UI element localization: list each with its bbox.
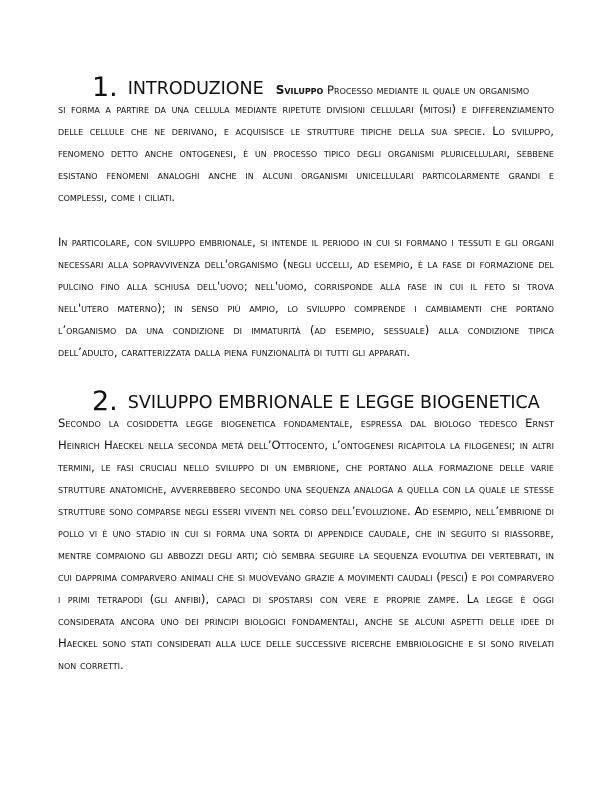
section-1-lead-term: Sviluppo bbox=[275, 83, 324, 97]
section-1-paragraph-2-block bbox=[58, 231, 554, 363]
section-2-title: SVILUPPO EMBRIONALE E LEGGE BIOGENETICA bbox=[127, 393, 540, 413]
section-1-paragraph-1-block bbox=[58, 98, 554, 208]
section-2-paragraph: Secondo la cosiddetta legge biogenetica fondamentale, espressa dal biologo tedesco Ernst Heinrich Haeckel nella seconda metà dell’Ottocento, l’ontogenesi ricapitola la filogenesi; in altri termini, le fasi cruciali nello sviluppo di un embrione, che portano alla formazione delle varie strutture anatomiche, avverrebbero secondo una sequenza analoga a quella con la quale le stesse strutture sono comparse negli esseri viventi nel corso dell’evoluzione. Ad esempio, nell’embrione di pollo vi è uno stadio in cui si forma una sorta di appendice caudale, che in seguito si riassorbe, mentre compaiono gli abbozzi degli arti; ciò sembra seguire la sequenza evolutiva dei vertebrati, in cui dapprima comparvero animali che si muovevano grazie a movimenti caudali (pesci) e poi comparvero i primi tetrapodi (gli anfibi), capaci di spostarsi con vere e proprie zampe. La legge è oggi considerata ancora uno dei principi biologici fondamentali, anche se alcuni aspetti delle idee di Haeckel sono stati considerati alla luce delle successive ricerche embriologiche e si sono rivelati non corretti. bbox=[58, 416, 554, 672]
section-1-first-line: Processo mediante il quale un organismo bbox=[327, 83, 530, 97]
section-2-number: 2. bbox=[92, 386, 118, 417]
section-1-paragraph-1: si forma a partire da una cellula mediante ripetute divisioni cellulari (mitosi) e differenziamento delle cellule che ne derivano, e acquisisce le strutture tipiche della sua specie. Lo sviluppo, fenomeno detto anche ontogenesi, è un processo tipico degli organismi pluricellulari, sebbene esistano fenomeni analoghi anche in alcuni organismi unicellulari particolarmente grandi e complessi, come i ciliati. bbox=[58, 102, 554, 204]
section-1-paragraph-2: In particolare, con sviluppo embrionale, si intende il periodo in cui si formano i tessuti e gli organi necessari alla sopravvivenza dell'organismo (negli uccelli, ad esempio, è la fase di formazione del pulcino fino alla schiusa dell'uovo; nell'uomo, corrisponde alla fase in cui il feto si trova nell'utero materno); in senso più ampio, lo sviluppo comprende i cambiamenti che portano l’organismo da una condizione di immaturità (ad esempio, sessuale) alla condizione tipica dell’adulto, caratterizzata dalla piena funzionalità di tutti gli apparati. bbox=[58, 235, 554, 359]
section-2-paragraph-block bbox=[58, 412, 554, 676]
section-1-number: 1. bbox=[92, 72, 118, 103]
section-1-title: INTRODUZIONE bbox=[127, 79, 264, 99]
